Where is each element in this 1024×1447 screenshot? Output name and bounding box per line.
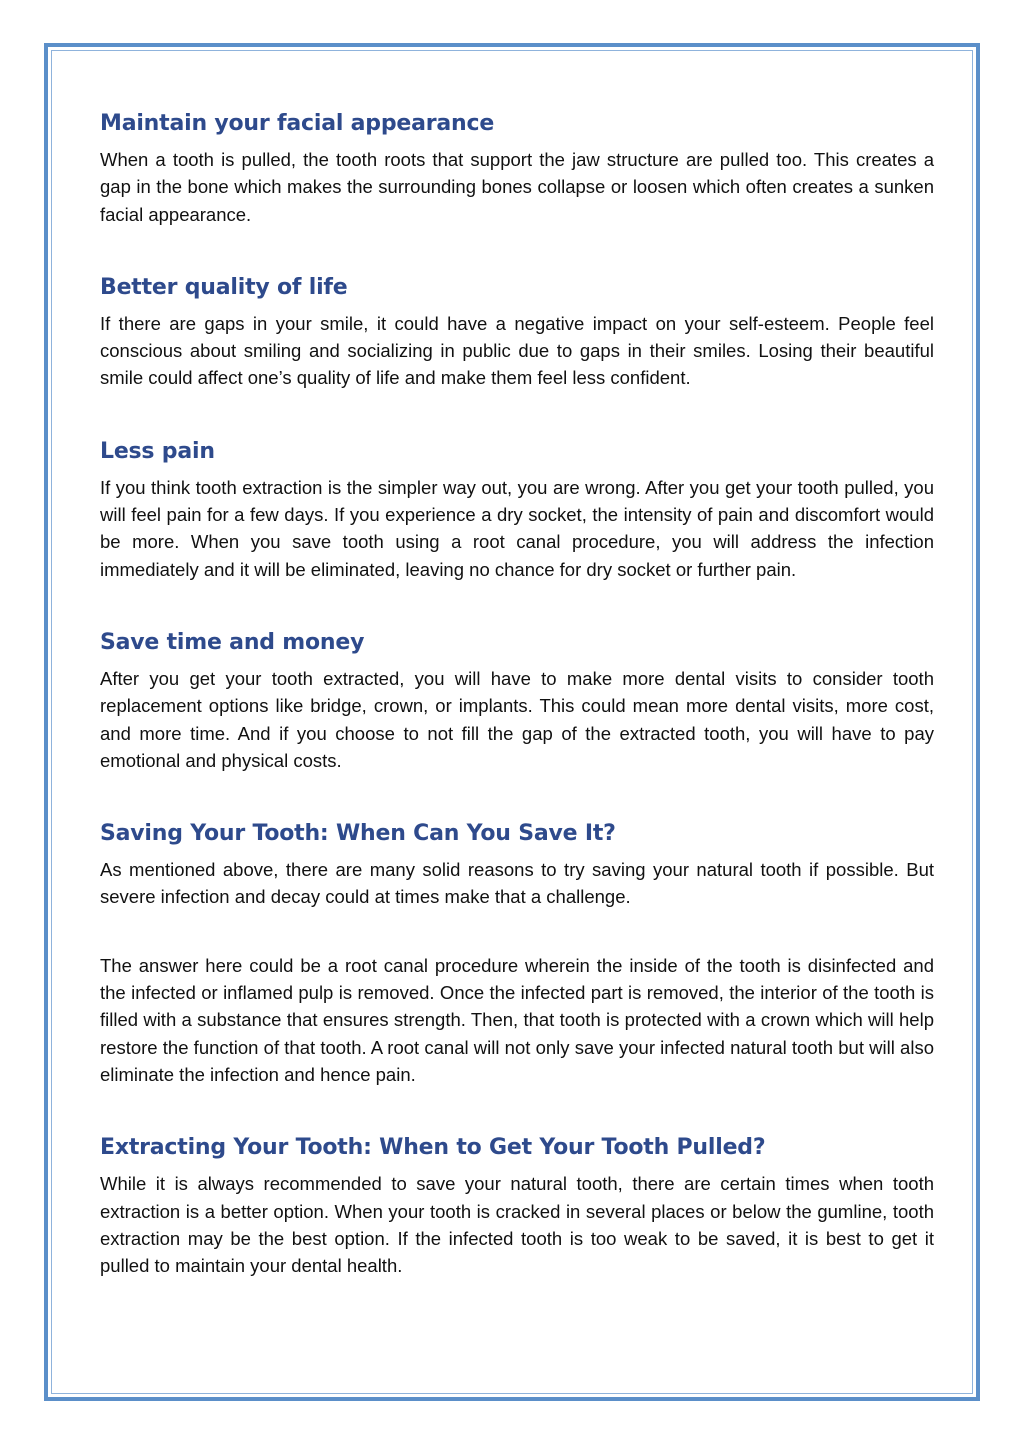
section-paragraph: While it is always recommended to save your natural tooth, there are certain times when tooth extraction is a better option. When your tooth is cracked in several places or below the gumline, tooth extraction may be the best option. If the infected tooth is too weak to be saved, it is best to get it pulled to maintain your dental health. <box>100 1173 934 1277</box>
section-paragraph: If there are gaps in your smile, it could have a negative impact on your self-esteem. People feel conscious about smiling and socializing in public due to gaps in their smiles. Losing their beautiful smile could affect one’s quality of life and make them feel less confident. <box>100 312 934 389</box>
section-time-and-money <box>100 627 934 774</box>
section-heading: Saving Your Tooth: When Can You Save It? <box>100 821 616 847</box>
section-heading: Less pain <box>100 438 215 464</box>
section-quality-of-life <box>100 272 934 392</box>
section-heading: Extracting Your Tooth: When to Get Your Tooth Pulled? <box>100 1135 766 1161</box>
section-heading: Maintain your facial appearance <box>100 111 495 136</box>
section-paragraph: The answer here could be a root canal procedure wherein the inside of the tooth is disinfected and the infected or inflamed pulp is removed. Once the infected part is removed, the interior of the tooth is filled with a substance that ensures strength. Then, that tooth is protected with a crown which will help restore the function of that tooth. A root canal will not only save your infected natural tooth but will also eliminate the infection and hence pain. <box>100 954 934 1085</box>
section-paragraph: After you get your tooth extracted, you will have to make more dental visits to consider tooth replacement options like bridge, crown, or implants. This could mean more dental visits, more cost, and more time. And if you choose to not fill the gap of the extracted tooth, you will have to pay emotional and physical costs. <box>100 667 934 771</box>
section-saving-tooth <box>100 818 934 1088</box>
section-heading: Better quality of life <box>100 274 348 300</box>
section-paragraph: As mentioned above, there are many solid reasons to try saving your natural tooth if possible. But severe infection and decay could at times make that a challenge. <box>100 859 934 908</box>
section-paragraph: If you think tooth extraction is the simpler way out, you are wrong. After you get your tooth pulled, you will feel pain for a few days. If you experience a dry socket, the intensity of pain and discomfort would be more. When you save tooth using a root canal procedure, you will address the infection immediately and it will be eliminated, leaving no chance for dry socket or further pain. <box>100 476 934 580</box>
section-paragraph: When a tooth is pulled, the tooth roots that support the jaw structure are pulled too. This creates a gap in the bone which makes the surrounding bones collapse or loosen which often creates a sunken facial appearance. <box>100 149 934 225</box>
section-extracting-tooth <box>100 1132 934 1279</box>
section-less-pain <box>100 436 934 583</box>
section-facial-appearance <box>100 108 934 228</box>
section-heading: Save time and money <box>100 629 365 655</box>
document-content <box>100 108 934 1279</box>
